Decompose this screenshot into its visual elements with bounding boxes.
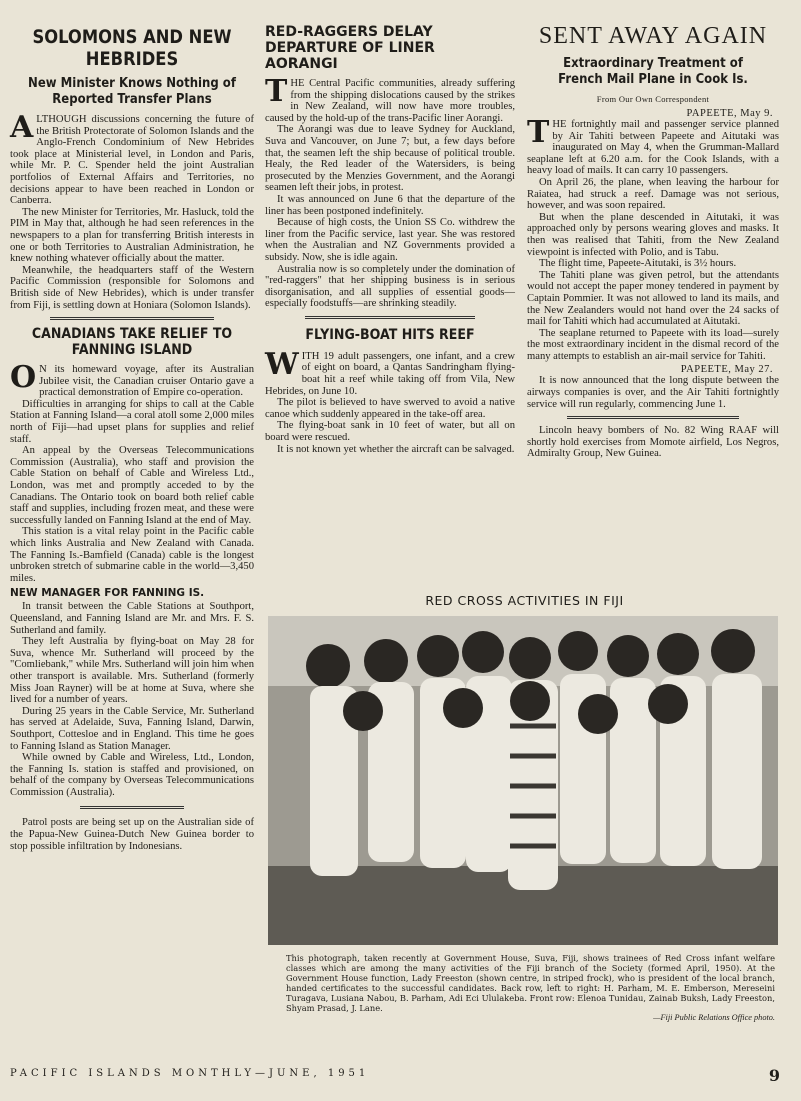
paragraph: In transit between the Cable Stations at Southport, Queensland, and Fanning Island are Mr. and Mrs. F. S. Sutherland and family. xyxy=(10,601,254,636)
article-aorangi-body xyxy=(265,74,515,310)
drop-cap: W xyxy=(265,346,299,382)
paragraph-lincoln-bombers: Lincoln heavy bombers of No. 82 Wing RAAF will shortly hold exercises from Momote airfield, Los Negros, Admiralty Group, New Guinea. xyxy=(527,425,779,460)
paragraph-patrol-posts: Patrol posts are being set up on the Australian side of the Papua-New Guinea-Dutch New Guinea border to stop possible infiltration by Indonesians. xyxy=(10,817,254,852)
caption-names: Back row, left to right: H. Parham, M. E. Emberson, Mereseini Turagava, Lusiana Nabou, B. Parham, Adi Eci Ululakeba. Front row: Elenoa Tunidau, Zainab Buksh, Lady Freeston, Shyam Prasad, J. Lane. xyxy=(286,983,775,1013)
paragraph: The Tahiti plane was given petrol, but the attendants would not accept the paper money tendered in payment by Captain Pommier. It was not allowed to land its mails, and the New Zealanders would not hand over the 24 sacks of mail for Tahiti which had accumulated at Aitutaki. xyxy=(527,269,779,328)
column-right xyxy=(527,22,779,460)
photo-title: RED CROSS ACTIVITIES IN FIJI xyxy=(425,593,624,608)
paragraph: It was announced on June 6 that the departure of the liner has been postponed indefinitely. xyxy=(265,193,515,217)
article-mail-plane-body xyxy=(527,115,779,410)
paragraph: The new Minister for Territories, Mr. Hasluck, told the PIM in May that, although he had seen references in the newspapers to a plan for transferring British interests in one or both Territories to Australian Administration, he knew nothing whatever officially about the matter. xyxy=(10,206,254,265)
paragraph: It is now announced that the long dispute between the airways companies is over, and the Air Tahiti fortnightly service will run regularly, commencing June 1. xyxy=(527,375,779,410)
column-middle xyxy=(265,22,515,455)
page-footer xyxy=(10,1066,780,1088)
photo-feature xyxy=(268,593,781,1022)
article-canadians-body xyxy=(10,360,254,798)
paragraph: Because of high costs, the Union SS Co. withdrew the liner from the Pacific service, last year. She was restored when the Australian and NZ Governments provided a subsidy. Now, she is idle again. xyxy=(265,217,515,263)
dateline: PAPEETE, May 27. xyxy=(680,364,773,376)
photo-illustration xyxy=(268,616,778,945)
headline-red-raggers: RED-RAGGERS DELAY DEPARTURE OF LINER AORANGI xyxy=(265,24,435,72)
paragraph: Difficulties in arranging for ships to call at the Cable Station at Fanning Island—a coral atoll some 2,000 miles north of Fiji—had upset plans for supplies and relief staff. xyxy=(10,398,254,445)
headline-flying-boat: FLYING-BOAT HITS REEF xyxy=(305,326,475,343)
article-solomons-body xyxy=(10,110,254,311)
paragraph: This station is a vital relay point in the Pacific cable which links Australia and New Zealand with Canada. The Fanning Is.-Bamfield (Canada) cable is the longest unbroken stretch of submarine cable in the world—3,450 miles. xyxy=(10,526,254,584)
drop-cap: T xyxy=(265,74,288,109)
paragraph: During 25 years in the Cable Service, Mr. Sutherland has served at Adelaide, Suva, Fanning Island, Darwin, Southport, Cottesloe and in England. This time he goes to Fanning Island as Station Manager. xyxy=(10,705,254,752)
paragraph: HE Central Pacific communities, already suffering from the shipping dislocations caused by the strikes in New Zealand, will now have more troubles, caused by the hold-up of the trans-Pacific liner Aorangi. xyxy=(265,78,515,124)
divider xyxy=(305,316,475,319)
paragraph: It is not known yet whether the aircraft can be salvaged. xyxy=(277,443,515,455)
paragraph: But when the plane descended in Aitutaki, it was approached only by persons wearing gloves and masks. It then was realised that Tahiti, from the New Zealand viewpoint is infected with Polio, and is Tabu. xyxy=(527,211,779,258)
subheadline-mail-plane: Extraordinary Treatment of French Mail Plane in Cook Is. xyxy=(558,56,748,87)
column-left xyxy=(10,22,254,852)
drop-cap: T xyxy=(527,115,550,150)
paragraph: The pilot is believed to have swerved to avoid a native canoe which suddenly appeared in the take-off area. xyxy=(265,397,515,420)
divider xyxy=(50,317,214,320)
subheadline-minister: New Minister Knows Nothing of Reported Transfer Plans xyxy=(28,76,236,107)
photo-caption xyxy=(286,953,775,1013)
paragraph: On April 26, the plane, when leaving the harbour for Raiatea, had struck a reef. Damage was not serious, however, and was soon repaired. xyxy=(527,176,779,212)
publication-footer: PACIFIC ISLANDS MONTHLY—JUNE, 1951 xyxy=(10,1068,370,1079)
paragraph: The flight time, Papeete-Aitutaki, is 3½ hours. xyxy=(539,258,737,270)
group-photograph xyxy=(268,616,778,945)
paragraph: An appeal by the Overseas Telecommunications Commission (Australia), who staff and provision the Cable Station on behalf of Cable and Wireless Ltd., London, was met and promptly acceded to by the Canadians. The Ontario took on board both relief cable staff and supplies, including frozen meat, and these were successfully landed on Fanning Island at the end of May. xyxy=(10,445,254,526)
paragraph: HE fortnightly mail and passenger service planned by Air Tahiti between Papeete and Aitutaki was inaugurated on May 4, when the Grumman-Mallard seaplane left at 6.20 a.m. for the Cook Islands, with a heavy load of mails. It can carry 10 passengers. xyxy=(527,119,779,177)
byline: From Our Own Correspondent xyxy=(596,94,710,104)
paragraph: Australia now is so completely under the domination of "red-raggers" that her shipping business is in serious disorganisation, and all supplies of essential goods—especially foodstuffs—are shrinking steadily. xyxy=(265,263,515,310)
paragraph: While owned by Cable and Wireless, Ltd., London, the Fanning Is. station is staffed and provisioned, on behalf of the company by Overseas Telecommunications Commission (Australia). xyxy=(10,752,254,798)
headline-solomons: SOLOMONS AND NEW HEBRIDES xyxy=(32,26,232,70)
divider xyxy=(80,806,184,809)
dateline: PAPEETE, May 9. xyxy=(686,108,773,119)
drop-cap: O xyxy=(10,360,37,396)
caption-text: This photograph, taken recently at Government House, Suva, Fiji, shows trainees of Red Cross infant welfare classes which are among the many activities of the Fiji branch of the Society (formed April, 1950). At the Government House function, Lady Freeston (shown centre, in striped frock), who is president of the local branch, handed certificates to the successful candidates. xyxy=(286,953,775,993)
photo-credit: —Fiji Public Relations Office photo. xyxy=(653,1013,775,1022)
paragraph: The seaplane returned to Papeete with its load—surely the most extraordinary incident in the dismal record of the many attempts to establish an air-mail service for Tahiti. xyxy=(527,327,779,362)
subhead-new-manager: NEW MANAGER FOR FANNING IS. xyxy=(10,587,205,600)
paragraph: The Aorangi was due to leave Sydney for Auckland, Suva and Vancouver, on June 7; but, a few days before that, the seamen left the ship because of political trouble. Healy, the Red leader of the Watersiders, is being prosecuted by the Menzies Government, and the Aorangi seamen left their jobs, in protest. xyxy=(265,124,515,194)
headline-sent-away: SENT AWAY AGAIN xyxy=(538,23,768,49)
paragraph: ITH 19 adult passengers, one infant, and a crew of eight on board, a Qantas Sandringham flying-boat hit a reef while taking off from Vila, New Hebrides, on June 10. xyxy=(265,350,515,397)
paragraph: N its homeward voyage, after its Australian Jubilee visit, the Canadian cruiser Ontario gave a practical demonstration of Empire co-operation. xyxy=(39,364,254,399)
article-flying-boat-body xyxy=(265,346,515,455)
divider xyxy=(567,416,739,419)
paragraph: Meanwhile, the headquarters staff of the Western Pacific Commission (responsible for Solomons and British side of New Hebrides), which is under transfer from Fiji, is settling down at Honiara (Solomon Islands). xyxy=(10,264,254,311)
paragraph: LTHOUGH discussions concerning the future of the British Protectorate of Solomon Islands and the Anglo-French Condominium of New Hebrides took place at Ministerial level, in London and Paris, while Mr. P. C. Spender held the joint Australian portfolios of External Affairs and Territories, no decisions appear to have been reached in London or Canberra. xyxy=(10,114,254,207)
headline-canadians: CANADIANS TAKE RELIEF TO FANNING ISLAND xyxy=(31,326,233,359)
paragraph: The flying-boat sank in 10 feet of water, but all on board were rescued. xyxy=(265,420,515,444)
page-number: 9 xyxy=(768,1066,780,1085)
paragraph: They left Australia by flying-boat on May 28 for Suva, whence Mr. Sutherland will proceed by the "Comliebank," while Mrs. Sutherland will join him when other transport is available. Mrs. Sutherland (formerly Miss Joan Rayner) will be at home at Suva, where she lived for a number of years. xyxy=(10,636,254,706)
drop-cap: A xyxy=(10,110,34,145)
